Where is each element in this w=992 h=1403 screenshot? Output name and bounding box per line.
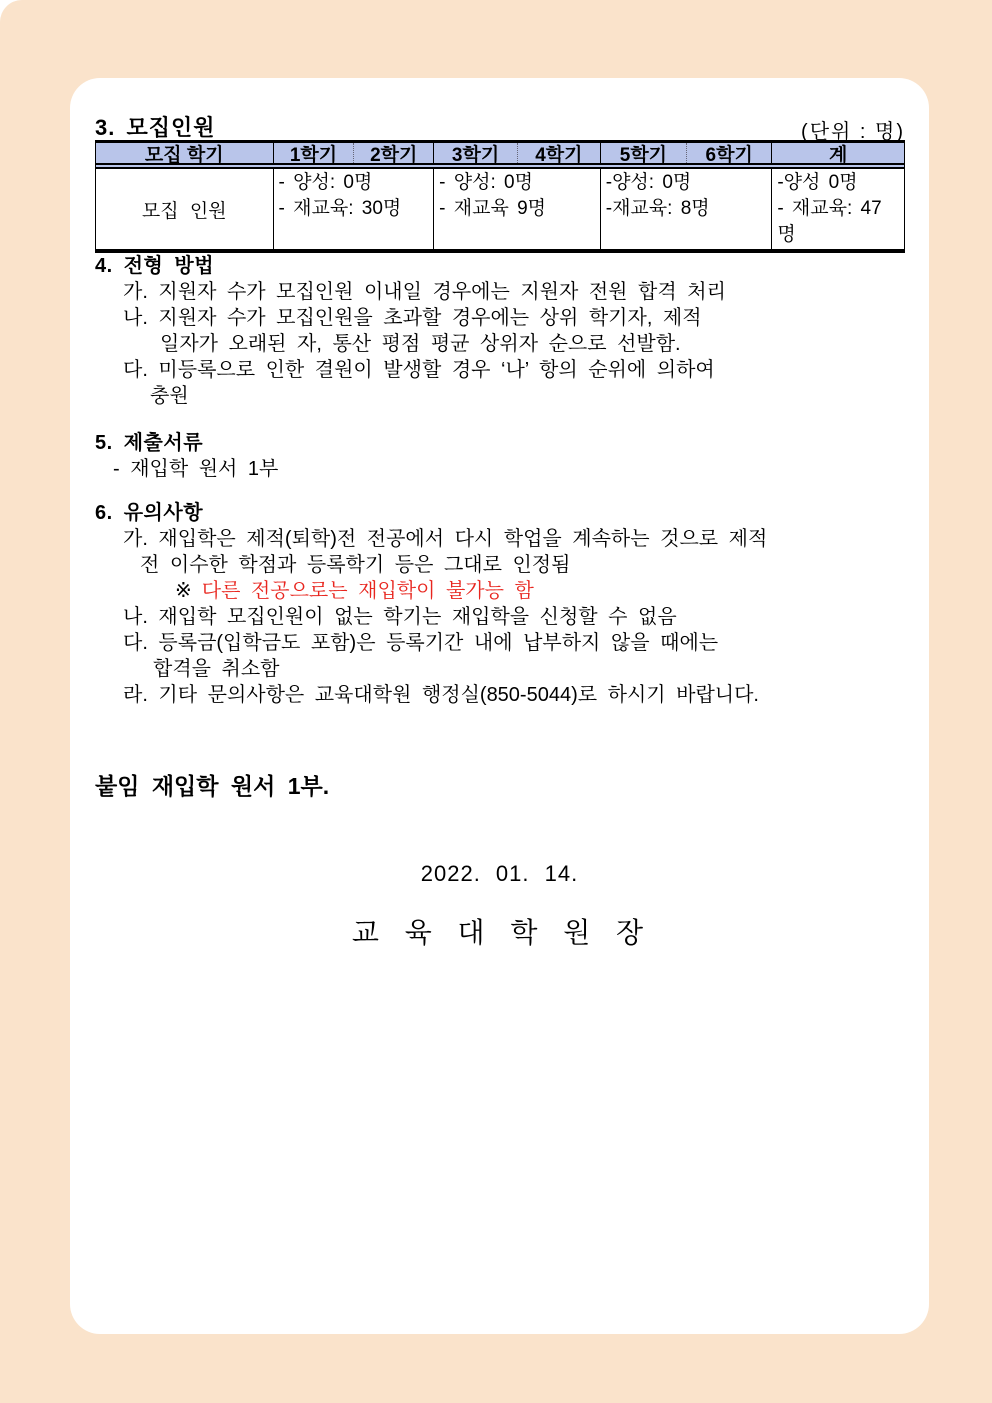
total-header-label: 계: [829, 144, 848, 166]
selection-section: [95, 253, 726, 409]
notes-warning-line: [95, 578, 767, 604]
capacity-line: - 재교육: 30명: [278, 198, 402, 219]
issue-date: 2022. 01. 14.: [420, 861, 579, 886]
capacity-cell-total: [771, 169, 904, 249]
documents-heading: 5. 제출서류: [95, 432, 204, 454]
notes-line-ga: 가. 재입학은 제적(퇴학)전 전공에서 다시 학업을 계속하는 것으로 제적: [123, 528, 768, 550]
selection-line-da-wrap: 충원: [150, 385, 189, 407]
capacity-line: - 양성: 0명: [278, 172, 373, 193]
capacity-line: - 재교육: 47명: [777, 198, 882, 245]
capacity-line: -양성: 0명: [605, 172, 692, 193]
capacity-cell-sem5-6: [600, 169, 772, 249]
semester-header-6: 6학기: [686, 143, 771, 163]
documents-section: [95, 430, 278, 482]
warning-marker: ※: [175, 580, 192, 602]
row-label-cell: 모집 인원: [141, 200, 227, 222]
table-body-row: [96, 169, 904, 249]
notes-line-da-wrap: 합격을 취소함: [153, 658, 280, 680]
semester-header-1: 1학기: [289, 144, 338, 166]
documents-line: - 재입학 원서 1부: [113, 458, 279, 480]
capacity-line: -양성 0명: [777, 172, 858, 193]
warning-text: 다른 전공으로는 재입학이 불가능 함: [201, 580, 534, 602]
semester-header-5: 5학기: [619, 144, 668, 166]
notes-line-na: 나. 재입학 모집인원이 없는 학기는 재입학을 신청할 수 없음: [123, 606, 677, 628]
document-card: [70, 78, 929, 1334]
capacity-cell-sem1-2: [273, 169, 434, 249]
semester-group-1-2: [273, 143, 434, 166]
selection-heading: 4. 전형 방법: [95, 255, 215, 277]
recruitment-table: [95, 140, 905, 253]
semester-header-4: 4학기: [517, 143, 600, 163]
notes-line-ra: 라. 기타 문의사항은 교육대학원 행정실(850-5044)로 하시기 바랍니다.: [123, 684, 759, 706]
selection-line-na-wrap: 일자가 오래된 자, 통산 평점 평균 상위자 순으로 선발함.: [160, 333, 681, 355]
selection-line-da: 다. 미등록으로 인한 결원이 발생할 경우 ‘나’ 항의 순위에 의하여: [123, 359, 715, 381]
capacity-line: - 양성: 0명: [439, 172, 533, 193]
total-header-cell: [771, 143, 904, 166]
attachment-line: 붙임 재입학 원서 1부.: [95, 773, 330, 799]
semester-group-3-4: [433, 143, 600, 166]
corner-header-label: 모집 학기: [144, 144, 224, 166]
selection-line-ga: 가. 지원자 수가 모집인원 이내일 경우에는 지원자 전원 합격 처리: [123, 281, 726, 303]
notes-heading: 6. 유의사항: [95, 502, 204, 524]
corner-header-cell: [96, 143, 273, 166]
capacity-line: -재교육: 8명: [605, 198, 710, 219]
signer-title: 교 육 대 학 원 장: [351, 917, 648, 948]
table-header-row: [96, 143, 904, 169]
capacity-cell-sem3-4: [433, 169, 600, 249]
semester-group-5-6: [600, 143, 772, 166]
capacity-line: - 재교육 9명: [439, 198, 547, 219]
notes-line-ga-wrap: 전 이수한 학점과 등록학기 등은 그대로 인정됨: [140, 554, 571, 576]
semester-header-2: 2학기: [353, 143, 433, 163]
recruitment-heading: 3. 모집인원: [95, 115, 216, 140]
semester-header-3: 3학기: [451, 144, 500, 166]
selection-line-na: 나. 지원자 수가 모집인원을 초과할 경우에는 상위 학기자, 제적: [123, 307, 702, 329]
notes-section: [95, 500, 767, 708]
unit-note: (단위 : 명): [801, 121, 905, 143]
notes-line-da: 다. 등록금(입학금도 포함)은 등록기간 내에 납부하지 않을 때에는: [123, 632, 719, 654]
